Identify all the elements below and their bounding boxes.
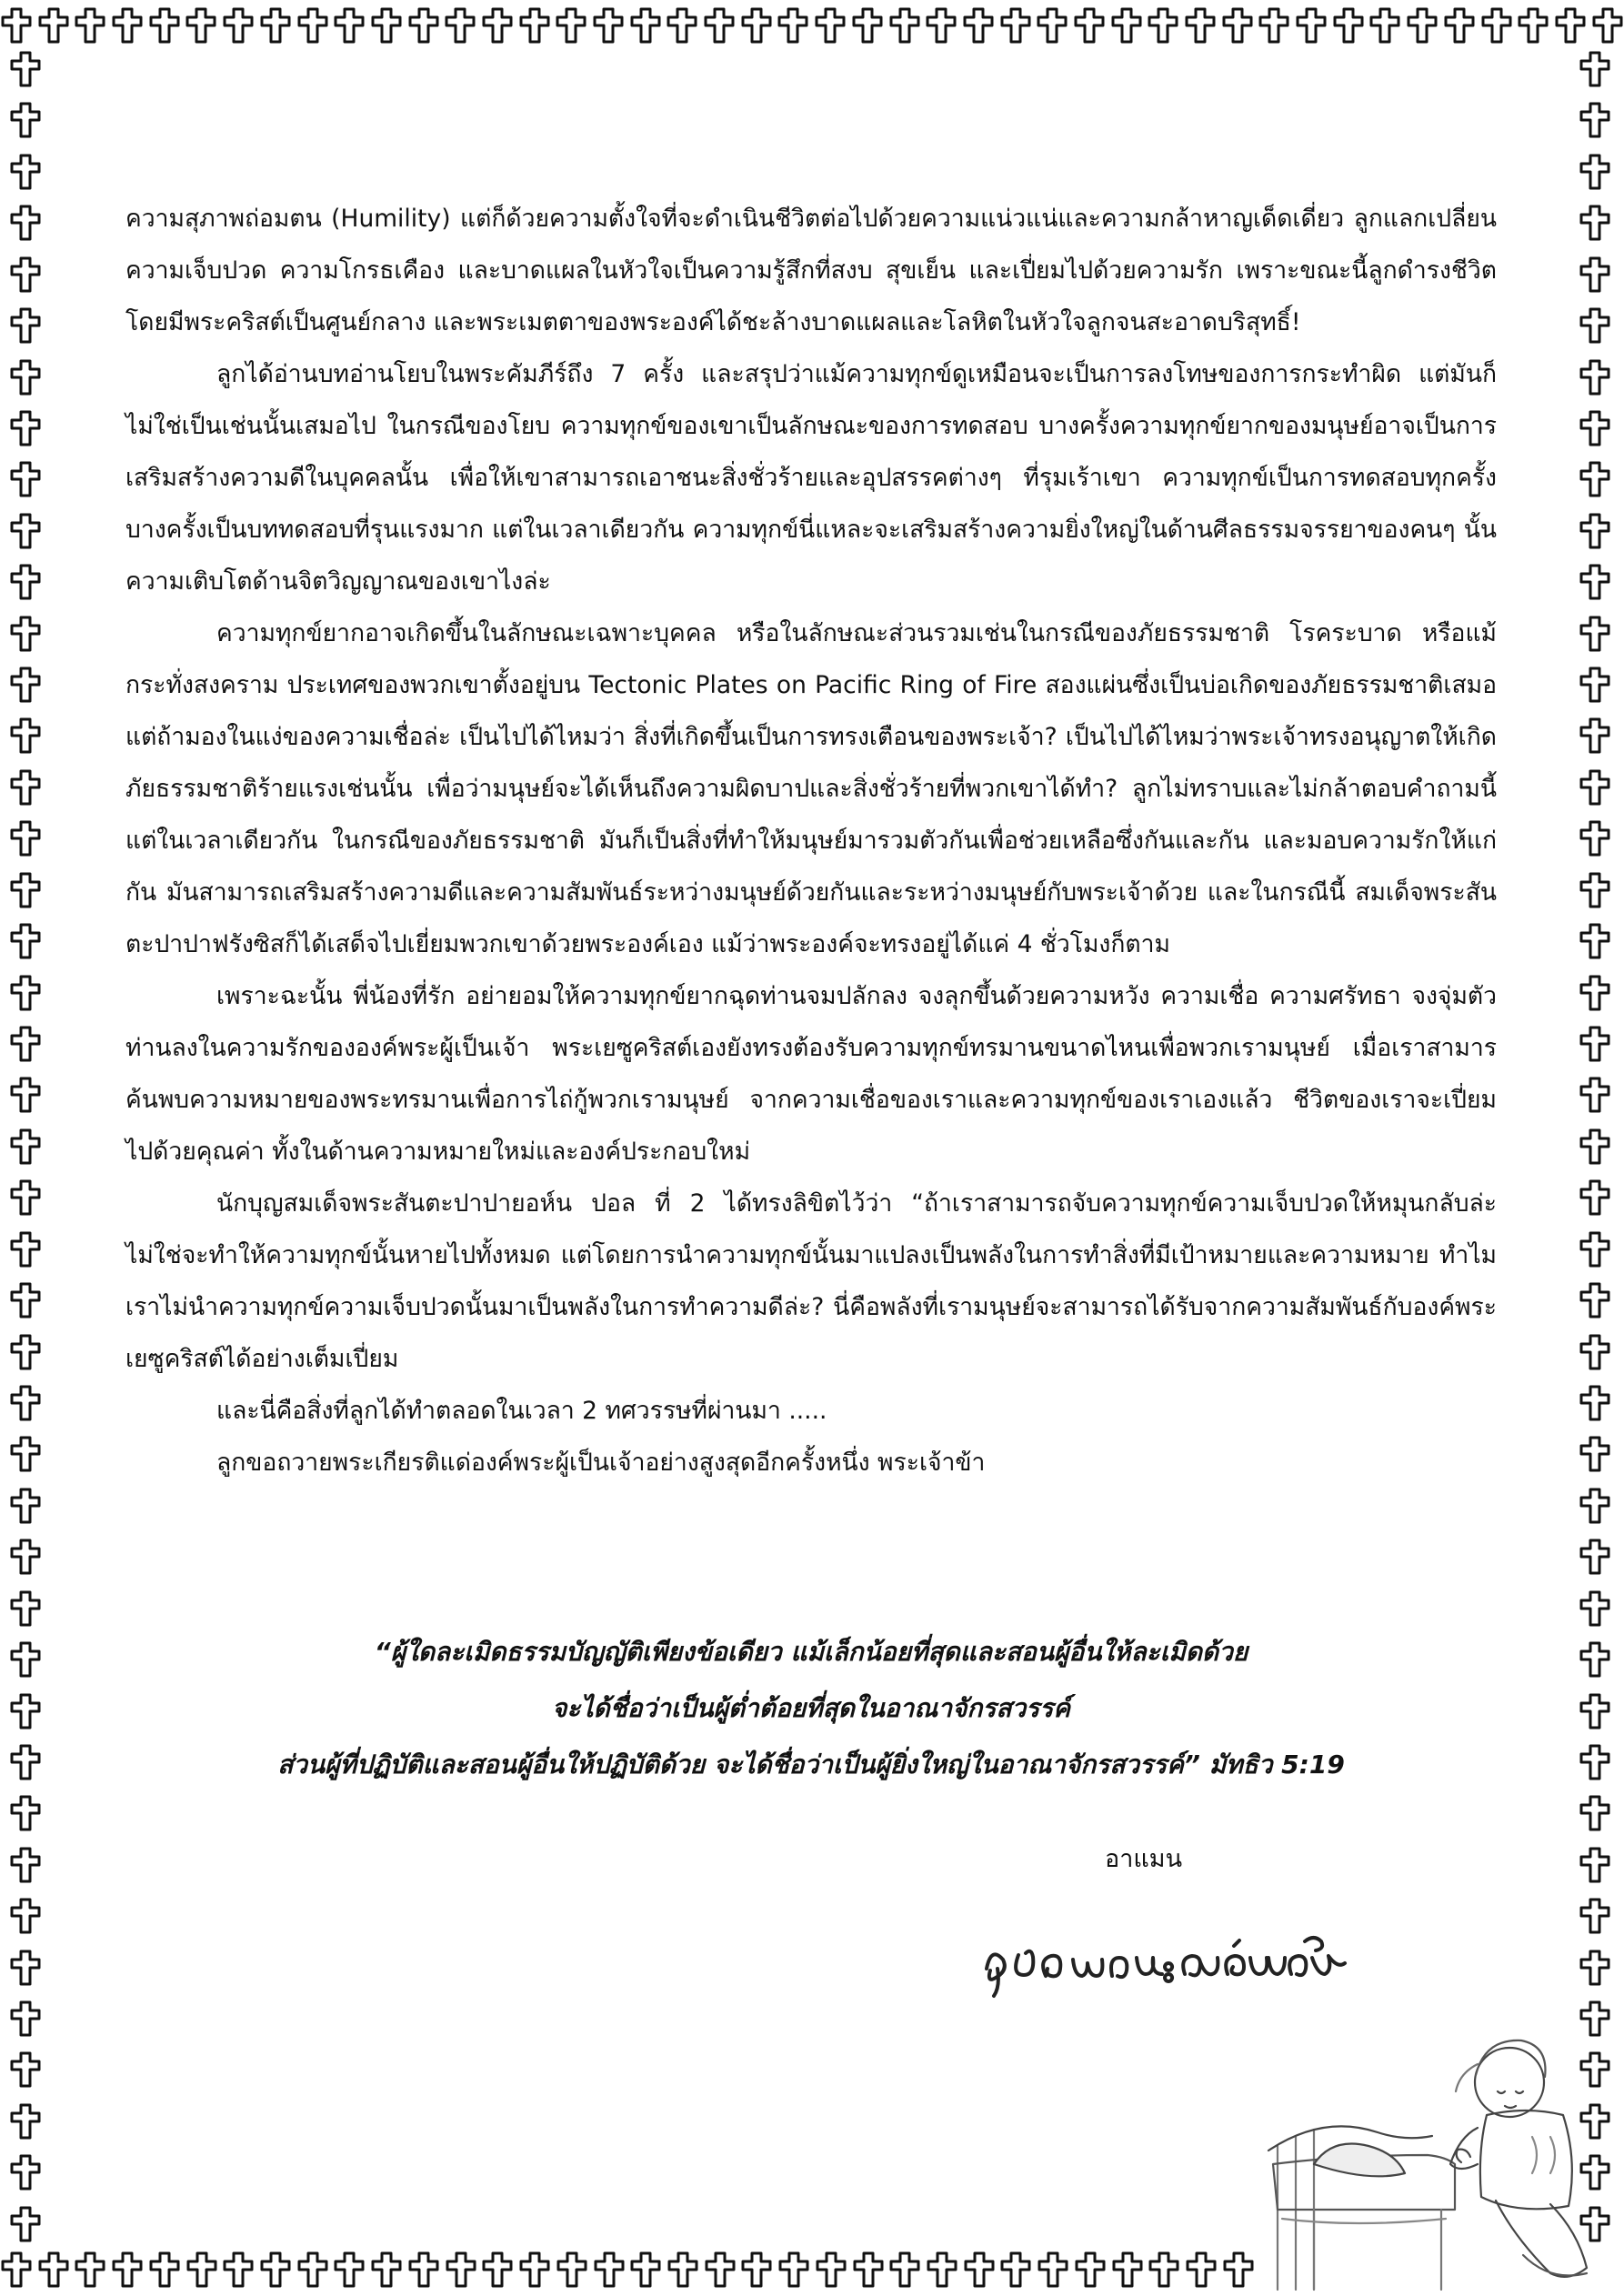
- cross-icon: [555, 7, 587, 44]
- cross-icon: [9, 769, 42, 806]
- praying-child-illustration: [1259, 2028, 1605, 2291]
- cross-icon: [1579, 1693, 1611, 1730]
- scripture-quote: [125, 1624, 1497, 1793]
- cross-icon: [1443, 7, 1476, 44]
- paragraph-2: ลูกได้อ่านบทอ่านโยบในพระคัมภีร์ถึง 7 ครั้ง และสรุปว่าแม้ความทุกข์ดูเหมือนจะเป็นการลงโทษของการกระทำผิด แต่มันก็ไม่ใช่เป็นเช่นนั้นเสมอไป ในกรณีของโยบ ความทุกข์ของเขาเป็นลักษณะของการทดสอบ บางครั้งความทุกข์ยากของมนุษย์อาจเป็นการเสริมสร้างความดีในบุคคลนั้น เพื่อให้เขาสามารถเอาชนะสิ่งชั่วร้ายและอุปสรรคต่างๆ ที่รุมเร้าเขา ความทุกข์เป็นการทดสอบทุกครั้ง บางครั้งเป็นบททดสอบที่รุนแรงมาก แต่ในเวลาเดียวกัน ความทุกข์นี่แหละจะเสริมสร้างความยิ่งใหญ่ในด้านศีลธรรมจรรยาของคนๆ นั้น ความเติบโตด้านจิตวิญญาณของเขาไงล่ะ: [125, 360, 1497, 596]
- letter-body: [125, 193, 1497, 1489]
- cross-icon: [333, 7, 366, 44]
- closing-line-2: ลูกขอถวายพระเกียรติแด่องค์พระผู้เป็นเจ้าอย่างสูงสุดอีกครั้งหนึ่ง พระเจ้าข้า: [216, 1449, 986, 1477]
- cross-icon: [777, 7, 809, 44]
- cross-icon: [9, 2154, 42, 2191]
- cross-icon: [1295, 7, 1328, 44]
- cross-icon: [1579, 1436, 1611, 1472]
- cross-icon: [999, 7, 1032, 44]
- cross-icon: [9, 975, 42, 1011]
- cross-icon: [1579, 616, 1611, 652]
- cross-icon: [185, 2251, 218, 2288]
- cross-icon: [111, 2251, 144, 2288]
- cross-icon: [1258, 7, 1290, 44]
- cross-icon: [9, 1744, 42, 1780]
- cross-icon: [740, 7, 773, 44]
- border-left: [4, 51, 47, 2242]
- cross-icon: [704, 2251, 737, 2288]
- cross-icon: [9, 205, 42, 241]
- paragraph-5: นักบุญสมเด็จพระสันตะปาปายอห์น ปอล ที่ 2 ได้ทรงลิขิตไว้ว่า “ถ้าเราสามารถจับความทุกข์ความเจ็บปวดให้หมุนกลับล่ะ ไม่ใช่จะทำให้ความทุกข์นั้นหายไปทั้งหมด แต่โดยการนำความทุกข์นั้นมาแปลงเป็นพลังในการทำสิ่งที่มีเป้าหมายและความหมาย ทำไมเราไม่นำความทุกข์ความเจ็บปวดนั้นมาเป็นพลังในการทำความดีล่ะ? นี่คือพลังที่เรามนุษย์จะสามารถได้รับจากความสัมพันธ์กับองค์พระเยซูคริสต์ได้อย่างเต็มเปี่ยม: [125, 1189, 1497, 1373]
- cross-icon: [815, 2251, 847, 2288]
- amen-text: อาแมน: [1105, 1845, 1183, 1873]
- cross-icon: [1110, 7, 1143, 44]
- cross-icon: [9, 1231, 42, 1268]
- cross-icon: [1579, 1026, 1611, 1062]
- cross-icon: [1368, 7, 1401, 44]
- cross-icon: [1579, 1231, 1611, 1268]
- cross-icon: [1579, 359, 1611, 396]
- cross-icon: [9, 1590, 42, 1627]
- cross-icon: [1579, 1744, 1611, 1780]
- quote-line-1: “ผู้ใดละเมิดธรรมบัญญัติเพียงข้อเดียว แม้เล็กน้อยที่สุดและสอนผู้อื่นให้ละเมิดด้วย: [374, 1637, 1248, 1667]
- cross-icon: [1406, 7, 1439, 44]
- cross-icon: [259, 2251, 292, 2288]
- quote-line-3: ส่วนผู้ที่ปฏิบัติและสอนผู้อื่นให้ปฏิบัติด้วย จะได้ชื่อว่าเป็นผู้ยิ่งใหญ่ในอาณาจักรสวรรค์” มัทธิว 5:19: [277, 1750, 1345, 1780]
- cross-icon: [925, 7, 957, 44]
- cross-icon: [148, 2251, 181, 2288]
- cross-icon: [9, 717, 42, 754]
- cross-icon: [1579, 923, 1611, 959]
- cross-icon: [1579, 820, 1611, 857]
- cross-icon: [370, 7, 403, 44]
- cross-icon: [1579, 1334, 1611, 1370]
- cross-icon: [1147, 7, 1179, 44]
- cross-icon: [1579, 1795, 1611, 1831]
- cross-icon: [1579, 1128, 1611, 1165]
- cross-icon: [629, 2251, 662, 2288]
- cross-icon: [1579, 564, 1611, 600]
- cross-icon: [9, 1179, 42, 1216]
- cross-icon: [1579, 975, 1611, 1011]
- cross-icon: [9, 1128, 42, 1165]
- cross-icon: [1579, 513, 1611, 549]
- cross-icon: [1579, 667, 1611, 703]
- cross-icon: [9, 1795, 42, 1831]
- cross-icon: [963, 2251, 996, 2288]
- cross-icon: [1184, 7, 1217, 44]
- cross-icon: [9, 256, 42, 293]
- paragraph-3: ความทุกข์ยากอาจเกิดขึ้นในลักษณะเฉพาะบุคคล หรือในลักษณะส่วนรวมเช่นในกรณีของภัยธรรมชาติ โรคระบาด หรือแม้กระทั่งสงคราม ประเทศของพวกเขาตั้งอยู่บน Tectonic Plates on Pacific Ring of Fire สองแผ่นซึ่งเป็นบ่อเกิดของภัยธรรมชาติเสมอ แต่ถ้ามองในแง่ของความเชื่อล่ะ เป็นไปได้ไหมว่า สิ่งที่เกิดขึ้นเป็นการทรงเตือนของพระเจ้า? เป็นไปได้ไหมว่าพระเจ้าทรงอนุญาตให้เกิดภัยธรรมชาติร้ายแรงเช่นนั้น เพื่อว่ามนุษย์จะได้เห็นถึงความผิดบาปและสิ่งชั่วร้ายที่พวกเขาได้ทำ? ลูกไม่ทราบและไม่กล้าตอบคำถามนี้ แต่ในเวลาเดียวกัน ในกรณีของภัยธรรมชาติ มันก็เป็นสิ่งที่ทำให้มนุษย์มารวมตัวกันเพื่อช่วยเหลือซึ่งกันและกัน และมอบความรักให้แก่กัน มันสามารถเสริมสร้างความดีและความสัมพันธ์ระหว่างมนุษย์ด้วยกันและระหว่างมนุษย์กับพระเจ้าด้วย และในกรณีนี้ สมเด็จพระสันตะปาปาฟรังซิสก็ได้เสด็จไปเยี่ยมพวกเขาด้วยพระองค์เอง แม้ว่าพระองค์จะทรงอยู่ได้แค่ 4 ชั่วโมงก็ตาม: [125, 619, 1497, 958]
- cross-icon: [852, 2251, 885, 2288]
- cross-icon: [9, 461, 42, 497]
- cross-icon: [851, 7, 884, 44]
- cross-icon: [1579, 256, 1611, 293]
- border-top: [0, 4, 1624, 47]
- cross-icon: [9, 820, 42, 857]
- cross-icon: [518, 7, 551, 44]
- cross-icon: [999, 2251, 1032, 2288]
- cross-icon: [703, 7, 736, 44]
- cross-icon: [9, 1898, 42, 1934]
- cross-icon: [444, 7, 476, 44]
- cross-icon: [0, 2251, 33, 2288]
- cross-icon: [740, 2251, 773, 2288]
- cross-icon: [1148, 2251, 1180, 2288]
- paragraph-1: ความสุภาพถ่อมตน (Humility) แต่ก็ด้วยความตั้งใจที่จะดำเนินชีวิตต่อไปด้วยความแน่วแน่และความกล้าหาญเด็ดเดี่ยว ลูกแลกเปลี่ยนความเจ็บปวด ความโกรธเคือง และบาดแผลในหัวใจเป็นความรู้สึกที่สงบ สุขเย็น และเปี่ยมไปด้วยความรัก เพราะขณะนี้ลูกดำรงชีวิตโดยมีพระคริสต์เป็นศูนย์กลาง และพระเมตตาของพระองค์ได้ชะล้างบาดแผลและโลหิตในหัวใจลูกจนสะอาดบริสุทธิ์!: [125, 205, 1497, 336]
- cross-icon: [1579, 1077, 1611, 1113]
- cross-icon: [1480, 7, 1513, 44]
- cross-icon: [1579, 769, 1611, 806]
- cross-icon: [9, 2103, 42, 2140]
- cross-icon: [1579, 1590, 1611, 1627]
- cross-icon: [1185, 2251, 1218, 2288]
- cross-icon: [1221, 7, 1254, 44]
- cross-icon: [9, 1539, 42, 1575]
- cross-icon: [1579, 1179, 1611, 1216]
- cross-icon: [9, 307, 42, 344]
- cross-icon: [407, 2251, 440, 2288]
- cross-icon: [370, 2251, 403, 2288]
- cross-icon: [9, 923, 42, 959]
- cross-icon: [1036, 7, 1068, 44]
- cross-icon: [593, 2251, 626, 2288]
- cross-icon: [333, 2251, 366, 2288]
- cross-icon: [9, 1641, 42, 1678]
- cross-icon: [222, 7, 255, 44]
- border-bottom: [0, 2248, 1255, 2291]
- cross-icon: [74, 7, 106, 44]
- cross-icon: [74, 2251, 106, 2288]
- cross-icon: [1517, 7, 1549, 44]
- cross-icon: [1579, 1898, 1611, 1934]
- cross-icon: [1579, 1488, 1611, 1524]
- cross-icon: [1579, 1385, 1611, 1421]
- cross-icon: [9, 1436, 42, 1472]
- cross-icon: [888, 7, 921, 44]
- cross-icon: [9, 1847, 42, 1883]
- cross-icon: [556, 2251, 588, 2288]
- cross-icon: [9, 410, 42, 446]
- cross-icon: [222, 2251, 255, 2288]
- cross-icon: [1111, 2251, 1144, 2288]
- cross-icon: [1579, 205, 1611, 241]
- cross-icon: [926, 2251, 958, 2288]
- cross-icon: [1579, 1539, 1611, 1575]
- cross-icon: [1591, 7, 1624, 44]
- cross-icon: [814, 7, 847, 44]
- cross-icon: [962, 7, 995, 44]
- cross-icon: [9, 359, 42, 396]
- cross-icon: [1579, 307, 1611, 344]
- cross-icon: [1074, 2251, 1107, 2288]
- cross-icon: [148, 7, 181, 44]
- cross-icon: [1579, 1950, 1611, 1986]
- cross-icon: [37, 2251, 70, 2288]
- cross-icon: [1579, 410, 1611, 446]
- cross-icon: [1222, 2251, 1255, 2288]
- cross-icon: [9, 616, 42, 652]
- cross-icon: [407, 7, 440, 44]
- cross-icon: [1579, 1282, 1611, 1318]
- cross-icon: [9, 2051, 42, 2088]
- cross-icon: [1579, 872, 1611, 908]
- cross-icon: [1579, 154, 1611, 190]
- cross-icon: [481, 7, 514, 44]
- cross-icon: [1073, 7, 1106, 44]
- closing-line-1: และนี่คือสิ่งที่ลูกได้ทำตลอดในเวลา 2 ทศวรรษที่ผ่านมา .....: [216, 1397, 827, 1425]
- cross-icon: [259, 7, 292, 44]
- cross-icon: [9, 2206, 42, 2242]
- cross-icon: [296, 2251, 329, 2288]
- cross-icon: [518, 2251, 551, 2288]
- cross-icon: [481, 2251, 514, 2288]
- cross-icon: [9, 1488, 42, 1524]
- cross-icon: [296, 7, 329, 44]
- cross-icon: [0, 7, 33, 44]
- handwritten-signature: [977, 1905, 1359, 2014]
- cross-icon: [9, 1693, 42, 1730]
- border-right: [1573, 51, 1617, 2242]
- cross-icon: [1579, 717, 1611, 754]
- cross-icon: [9, 1282, 42, 1318]
- cross-icon: [1579, 461, 1611, 497]
- cross-icon: [592, 7, 625, 44]
- cross-icon: [111, 7, 144, 44]
- cross-icon: [9, 872, 42, 908]
- cross-icon: [9, 564, 42, 600]
- cross-icon: [666, 7, 698, 44]
- cross-icon: [1579, 1641, 1611, 1678]
- cross-icon: [9, 51, 42, 87]
- cross-icon: [1332, 7, 1365, 44]
- cross-icon: [445, 2251, 477, 2288]
- cross-icon: [1579, 1847, 1611, 1883]
- cross-icon: [9, 513, 42, 549]
- cross-icon: [9, 1334, 42, 1370]
- cross-icon: [1554, 7, 1587, 44]
- cross-icon: [9, 154, 42, 190]
- cross-icon: [1579, 51, 1611, 87]
- paragraph-4: เพราะฉะนั้น พี่น้องที่รัก อย่ายอมให้ความทุกข์ยากฉุดท่านจมปลักลง จงลุกขึ้นด้วยความหวัง ความเชื่อ ความศรัทธา จงจุ่มตัวท่านลงในความรักขององค์พระผู้เป็นเจ้า พระเยซูคริสต์เองยังทรงต้องรับความทุกข์ทรมานขนาดไหนเพื่อพวกเรามนุษย์ เมื่อเราสามารค้นพบความหมายของพระทรมานเพื่อการไถ่กู้พวกเรามนุษย์ จากความเชื่อของเราและความทุกข์ของเราเองแล้ว ชีวิตของเราจะเปี่ยมไปด้วยคุณค่า ทั้งในด้านความหมายใหม่และองค์ประกอบใหม่: [125, 982, 1497, 1166]
- cross-icon: [888, 2251, 921, 2288]
- cross-icon: [9, 1385, 42, 1421]
- cross-icon: [9, 2000, 42, 2037]
- cross-icon: [9, 1950, 42, 1986]
- cross-icon: [777, 2251, 810, 2288]
- cross-icon: [667, 2251, 699, 2288]
- cross-icon: [9, 102, 42, 138]
- cross-icon: [185, 7, 217, 44]
- cross-icon: [9, 1077, 42, 1113]
- cross-icon: [9, 667, 42, 703]
- cross-icon: [37, 7, 70, 44]
- cross-icon: [629, 7, 662, 44]
- quote-line-2: จะได้ชื่อว่าเป็นผู้ต่ำต้อยที่สุดในอาณาจักรสวรรค์: [552, 1693, 1070, 1723]
- cross-icon: [1579, 102, 1611, 138]
- cross-icon: [1037, 2251, 1069, 2288]
- cross-icon: [9, 1026, 42, 1062]
